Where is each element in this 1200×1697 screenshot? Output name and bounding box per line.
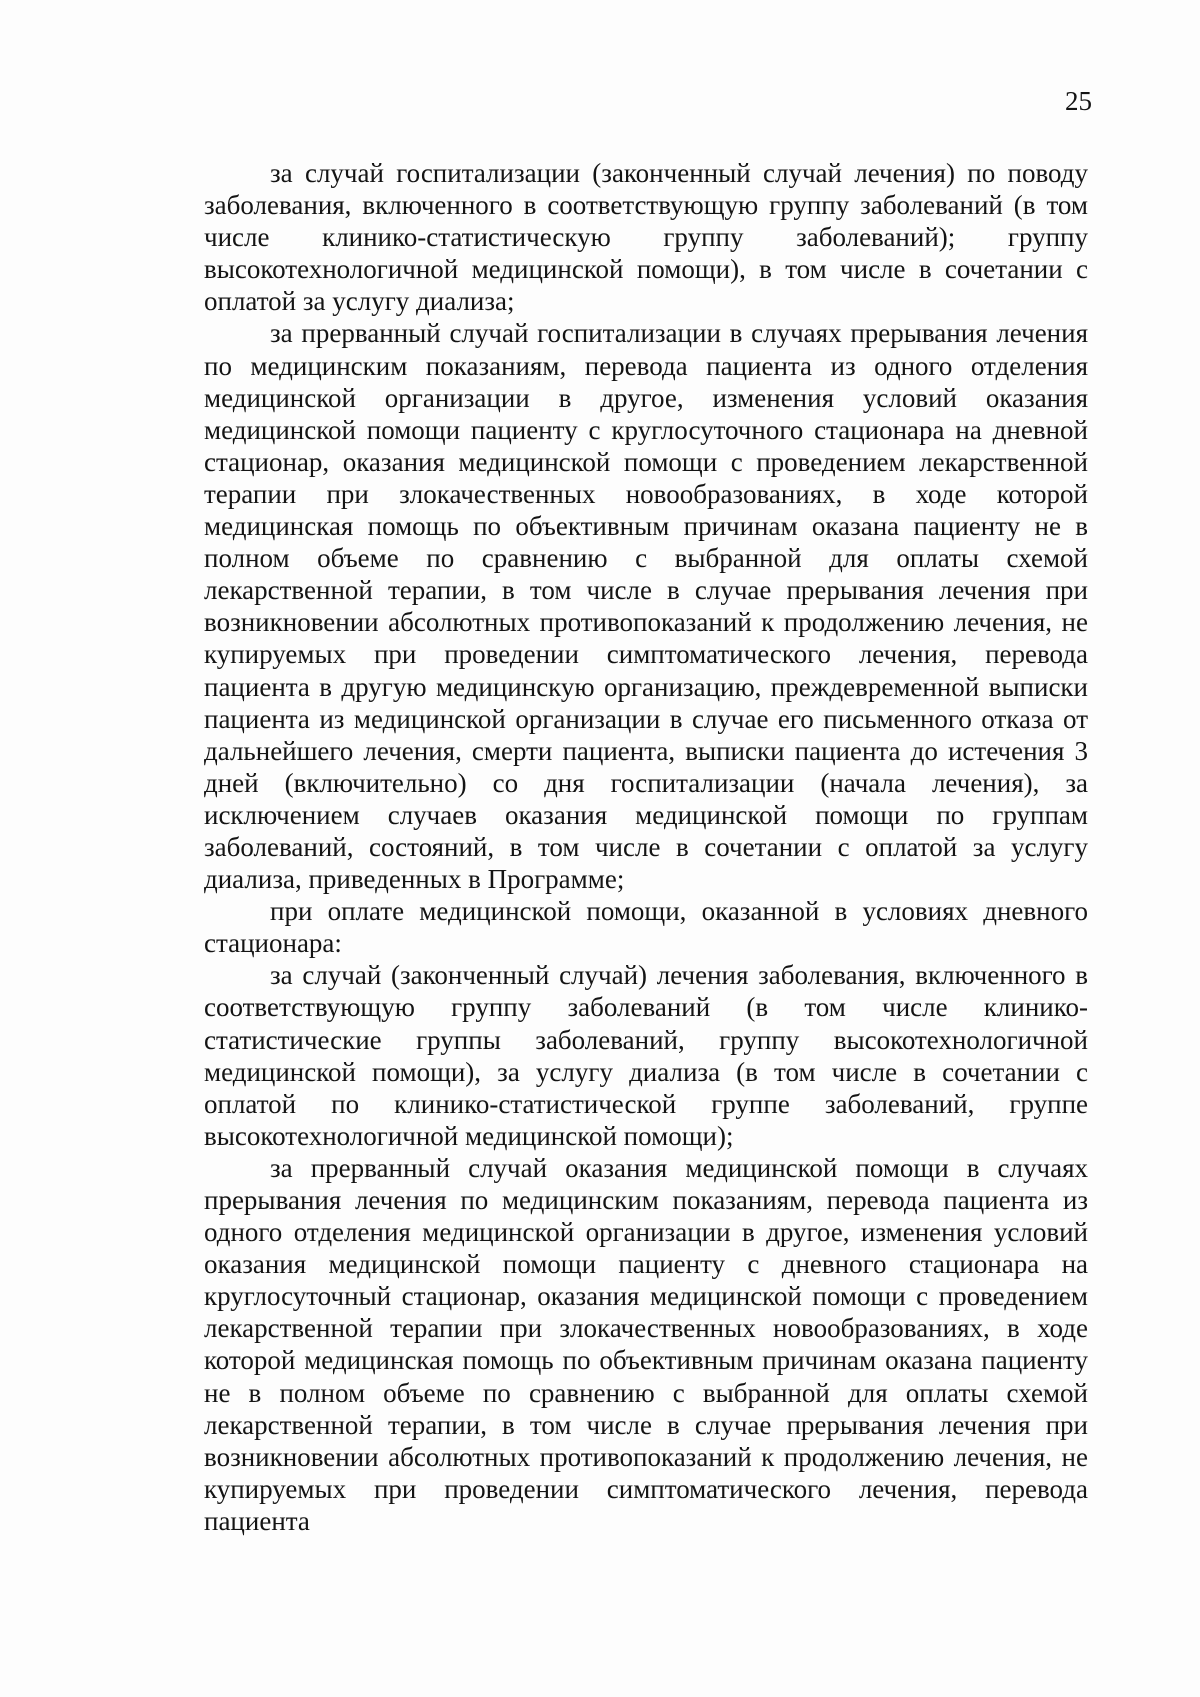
paragraph-interrupted-hospitalization: за прерванный случай госпитализации в случаях прерывания лечения по медицинским показаниям, перевода пациента из одного отделения медицинской организации в другое, изменения условий оказания медицинской помощи пациенту с круглосуточного стационара на дневной стационар, оказания медицинской помощи с проведением лекарственной терапии при злокачественных новообразованиях, в ходе которой медицинская помощь по объективным причинам оказана пациенту не в полном объеме по сравнению с выбранной для оплаты схемой лекарственной терапии, в том числе в случае прерывания лечения при возникновении абсолютных противопоказаний к продолжению лечения, не купируемых при проведении симптоматического лечения, перевода пациента в другую медицинскую организацию, преждевременной выписки пациента из медицинской организации в случае его письменного отказа от дальнейшего лечения, смерти пациента, выписки пациента до истечения 3 дней (включительно) со дня госпитализации (начала лечения), за исключением случаев оказания медицинской помощи по группам заболеваний, состояний, в том числе в сочетании с оплатой за услугу диализа, приведенных в Программе; bbox=[204, 318, 1088, 895]
paragraph-day-hospital-case: за случай (законченный случай) лечения заболевания, включенного в соответствующую группу заболеваний (в том числе клинико-статистические группы заболеваний, группу высокотехнологичной медицинской помощи), за услугу диализа (в том числе в сочетании с оплатой по клинико-статистической группе заболеваний, группе высокотехнологичной медицинской помощи); bbox=[204, 960, 1088, 1151]
paragraph-interrupted-care-case: за прерванный случай оказания медицинской помощи в случаях прерывания лечения по медицинским показаниям, перевода пациента из одного отделения медицинской организации в другое, изменения условий оказания медицинской помощи пациенту с дневного стационара на круглосуточный стационар, оказания медицинской помощи с проведением лекарственной терапии при злокачественных новообразованиях, в ходе которой медицинская помощь по объективным причинам оказана пациенту не в полном объеме по сравнению с выбранной для оплаты схемой лекарственной терапии, в том числе в случае прерывания лечения при возникновении абсолютных противопоказаний к продолжению лечения, не купируемых при проведении симптоматического лечения, перевода пациента bbox=[204, 1152, 1088, 1536]
paragraph-day-hospital-payment: при оплате медицинской помощи, оказанной в условиях дневного стационара: bbox=[204, 896, 1088, 959]
paragraph-hospitalization-case: за случай госпитализации (законченный случай лечения) по поводу заболевания, включенного в соответствующую группу заболеваний (в том числе клинико-статистическую группу заболеваний); группу высокотехнологичной медицинской помощи), в том числе в сочетании с оплатой за услугу диализа; bbox=[204, 158, 1088, 317]
page-number: 25 bbox=[1065, 86, 1092, 116]
document-body bbox=[204, 157, 1088, 1537]
